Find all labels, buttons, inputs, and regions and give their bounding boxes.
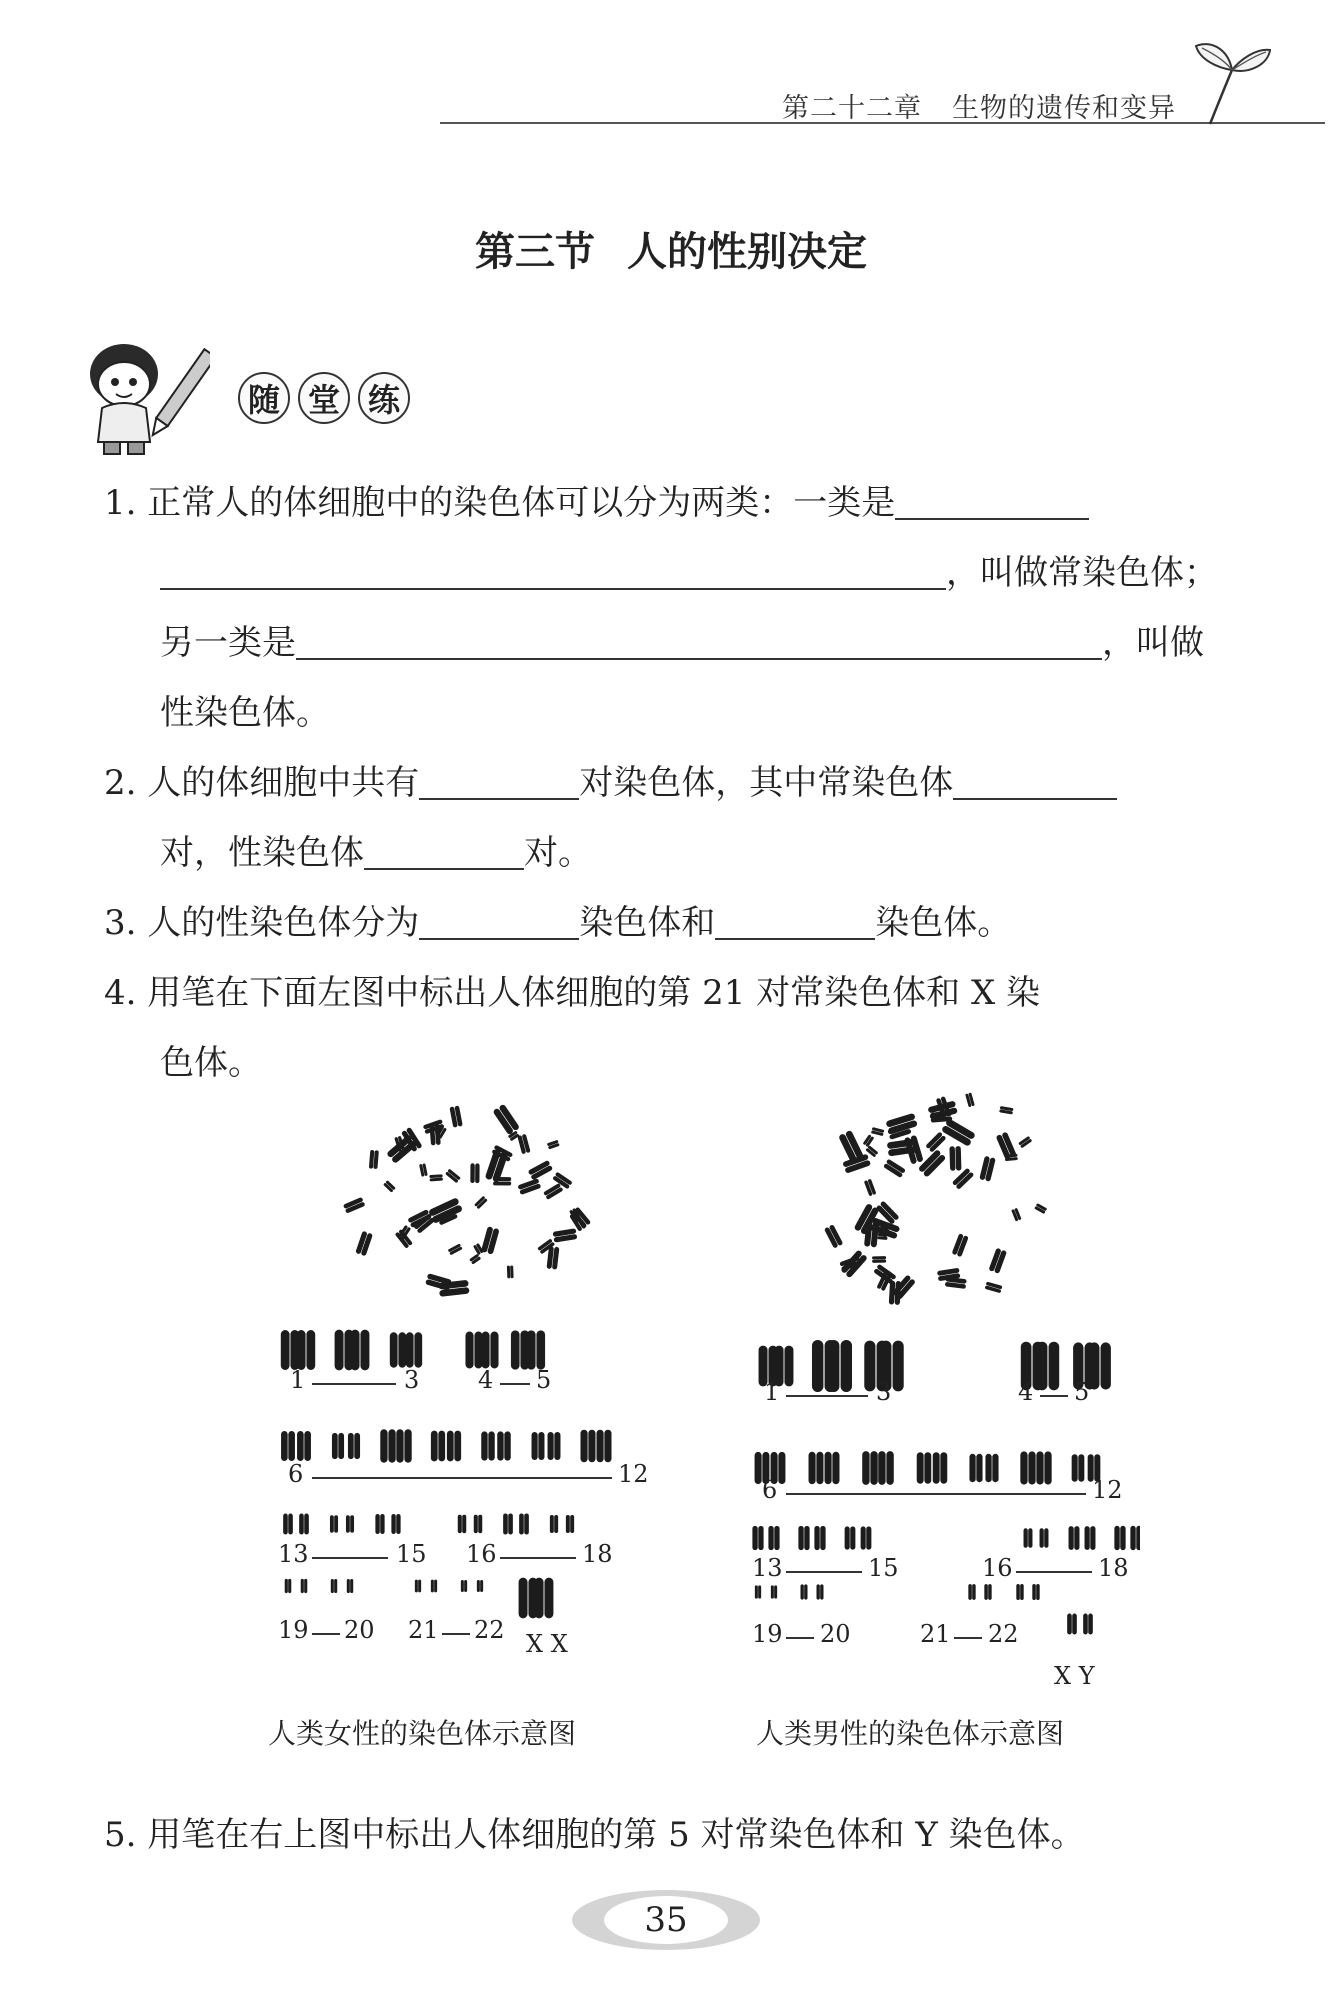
female-sex-label: X X — [526, 1630, 568, 1658]
question-number: 5. — [104, 1815, 137, 1855]
metaphase-chromosome — [553, 1228, 578, 1242]
range-dash — [500, 1557, 576, 1559]
range-dash — [500, 1383, 530, 1385]
metaphase-chromosome — [949, 1146, 961, 1171]
question-text: 用笔在下面左图中标出人体细胞的第 21 对常染色体和 X 染 — [147, 973, 1040, 1013]
female-label-1: 1 — [290, 1366, 306, 1394]
karyotype-chromosome — [1032, 1584, 1039, 1600]
range-dash — [312, 1557, 388, 1559]
banner-char-2: 堂 — [298, 372, 350, 424]
metaphase-chromosome — [445, 1169, 461, 1184]
karyotype-chromosome — [461, 1580, 467, 1592]
metaphase-chromosome — [481, 1226, 500, 1255]
metaphase-chromosome — [925, 1131, 946, 1152]
karyotype-chromosome — [845, 1526, 856, 1549]
question-number: 2. — [104, 763, 137, 803]
male-label-6: 6 — [762, 1476, 778, 1504]
karyotype-chromosome — [297, 1431, 311, 1461]
female-label-6: 6 — [288, 1460, 304, 1488]
question-text: ，叫做 — [1102, 623, 1204, 663]
karyotype-chromosome — [768, 1526, 779, 1550]
metaphase-chromosome — [470, 1163, 479, 1183]
metaphase-chromosome — [528, 1160, 554, 1181]
karyotype-chromosome — [550, 1515, 558, 1533]
karyotype-chromosome — [346, 1515, 354, 1532]
karyotype-chromosome — [814, 1526, 825, 1550]
student-mascot-icon — [80, 338, 210, 458]
metaphase-chromosome — [872, 1256, 886, 1263]
male-label-16: 16 — [982, 1554, 1013, 1582]
karyotype-chromosome — [431, 1431, 445, 1462]
metaphase-chromosome — [871, 1127, 885, 1136]
metaphase-chromosome — [918, 1149, 947, 1178]
metaphase-chromosome — [824, 1224, 843, 1249]
karyotype-chromosome — [825, 1452, 840, 1484]
karyotype-chromosome — [331, 1579, 337, 1593]
question-1-line-1 — [104, 468, 1089, 538]
female-label-12: 12 — [618, 1460, 649, 1488]
karyotype-chromosome — [828, 1340, 852, 1392]
karyotype-chromosome — [969, 1454, 982, 1482]
male-metaphase-spread — [810, 1080, 1070, 1320]
metaphase-chromosome — [883, 1159, 906, 1178]
karyotype-chromosome — [809, 1452, 824, 1484]
karyotype-chromosome — [800, 1584, 807, 1599]
metaphase-chromosome — [383, 1180, 396, 1193]
karyotype-chromosome — [1016, 1584, 1023, 1600]
karyotype-chromosome — [465, 1332, 482, 1369]
karyotype-chromosome — [396, 1429, 411, 1462]
karyotype-chromosome — [481, 1332, 498, 1369]
karyotype-chromosome — [519, 1578, 538, 1619]
female-label-22: 22 — [474, 1616, 505, 1644]
question-text: 另一类是 — [160, 623, 296, 663]
question-2-line-1 — [104, 748, 1117, 818]
question-text: 对，性染色体 — [160, 833, 364, 873]
karyotype-chromosome — [985, 1454, 998, 1482]
metaphase-chromosome — [988, 1248, 1007, 1274]
metaphase-chromosome — [517, 1178, 541, 1195]
range-dash — [954, 1637, 982, 1639]
metaphase-chromosome — [517, 1134, 530, 1155]
karyotype-chromosome — [519, 1513, 529, 1534]
question-number: 1. — [104, 483, 137, 523]
karyotype-chromosome — [1069, 1526, 1080, 1550]
metaphase-chromosome — [448, 1243, 463, 1255]
metaphase-chromosome — [863, 1134, 875, 1147]
karyotype-chromosome — [1114, 1526, 1125, 1550]
karyotype-chromosome — [1020, 1451, 1035, 1484]
karyotype-chromosome — [497, 1431, 510, 1460]
metaphase-chromosome — [369, 1150, 379, 1169]
female-label-4: 4 — [478, 1366, 494, 1394]
female-label-20: 20 — [344, 1616, 375, 1644]
question-text: 染色体。 — [875, 903, 1012, 943]
karyotype-chromosome — [347, 1579, 353, 1593]
karyotype-chromosome — [933, 1452, 948, 1483]
male-label-19: 19 — [752, 1620, 783, 1648]
karyotype-chromosome — [862, 1451, 878, 1485]
karyotype-chromosome — [431, 1580, 437, 1593]
karyotype-chromosome — [481, 1431, 494, 1460]
karyotype-chromosome — [861, 1526, 872, 1549]
banner-char-3: 练 — [358, 372, 410, 424]
karyotype-chromosome — [474, 1515, 483, 1533]
male-label-12: 12 — [1092, 1476, 1123, 1504]
answer-blank[interactable] — [715, 904, 875, 940]
karyotype-chromosome — [281, 1330, 299, 1370]
question-1-line-2 — [160, 538, 1218, 608]
karyotype-chromosome — [406, 1332, 422, 1367]
metaphase-chromosome — [996, 1132, 1017, 1160]
female-label-13: 13 — [278, 1540, 309, 1568]
range-dash — [312, 1477, 612, 1479]
metaphase-chromosome — [469, 1254, 481, 1265]
karyotype-chromosome — [548, 1432, 561, 1460]
karyotype-chromosome — [299, 1514, 309, 1535]
karyotype-chromosome — [447, 1431, 461, 1462]
range-dash — [1016, 1571, 1092, 1573]
karyotype-chromosome — [968, 1584, 975, 1600]
male-label-5: 5 — [1074, 1378, 1090, 1406]
male-label-21: 21 — [920, 1620, 951, 1648]
metaphase-chromosome — [952, 1168, 975, 1190]
metaphase-chromosome — [507, 1265, 514, 1278]
range-dash — [442, 1633, 470, 1635]
karyotype-chromosome — [771, 1585, 777, 1598]
metaphase-chromosome — [492, 1104, 520, 1136]
answer-blank[interactable] — [364, 834, 524, 870]
range-dash — [786, 1571, 862, 1573]
range-dash — [786, 1395, 868, 1397]
karyotype-chromosome — [532, 1432, 545, 1460]
section-topic: 人的性别决定 — [627, 229, 867, 275]
page-number: 35 — [644, 1900, 688, 1940]
karyotype-chromosome — [527, 1330, 545, 1369]
karyotype-chromosome — [297, 1330, 315, 1370]
metaphase-chromosome — [1034, 1203, 1047, 1214]
metaphase-chromosome — [941, 1118, 976, 1147]
range-dash — [312, 1383, 396, 1385]
question-1-line-3 — [160, 608, 1204, 678]
karyotype-chromosome — [1083, 1614, 1093, 1635]
karyotype-chromosome — [281, 1431, 295, 1461]
karyotype-chromosome — [816, 1584, 823, 1599]
metaphase-chromosome — [343, 1197, 366, 1214]
karyotype-chromosome — [301, 1579, 308, 1593]
metaphase-chromosome — [952, 1233, 969, 1257]
karyotype-chromosome — [330, 1515, 338, 1532]
question-text: 对。 — [524, 833, 592, 873]
karyotype-chromosome — [375, 1514, 384, 1534]
karyotype-chromosome — [335, 1330, 354, 1371]
question-1-line-4 — [160, 678, 330, 748]
karyotype-chromosome — [1024, 1528, 1033, 1547]
question-text: 染色体和 — [579, 903, 716, 943]
karyotype-chromosome — [380, 1429, 395, 1462]
chapter-subject: 生物的遗传和变异 — [952, 93, 1176, 124]
female-label-15: 15 — [396, 1540, 427, 1568]
question-number: 3. — [104, 903, 137, 943]
metaphase-chromosome — [474, 1196, 488, 1210]
karyotype-chromosome — [391, 1514, 400, 1534]
karyotype-chromosome — [415, 1580, 421, 1593]
karyotype-chromosome — [984, 1584, 991, 1600]
metaphase-chromosome — [547, 1140, 560, 1150]
metaphase-chromosome — [546, 1246, 559, 1270]
question-text: ，叫做常染色体； — [946, 553, 1218, 593]
karyotype-chromosome — [755, 1585, 761, 1598]
question-text: 人的体细胞中共有 — [147, 763, 420, 803]
question-text: 用笔在右上图中标出人体细胞的第 5 对常染色体和 Y 染色体。 — [147, 1815, 1085, 1855]
karyotype-chromosome — [1072, 1454, 1085, 1481]
banner-char-1: 随 — [238, 372, 290, 424]
metaphase-chromosome — [999, 1106, 1013, 1115]
answer-blank[interactable] — [895, 484, 1089, 520]
karyotype-chromosome — [1089, 1342, 1111, 1389]
question-number: 4. — [104, 973, 137, 1013]
female-label-3: 3 — [404, 1366, 420, 1394]
karyotype-chromosome — [351, 1330, 370, 1371]
male-figure-caption: 人类男性的染色体示意图 — [756, 1717, 1065, 1750]
karyotype-chromosome — [878, 1451, 894, 1485]
section-number: 第三节 — [475, 229, 595, 275]
karyotype-chromosome — [1036, 1451, 1051, 1484]
metaphase-chromosome — [355, 1231, 373, 1257]
karyotype-chromosome — [477, 1580, 483, 1592]
karyotype-chromosome — [285, 1579, 292, 1593]
karyotype-chromosome — [511, 1330, 529, 1369]
question-text: 对染色体，其中常染色体 — [579, 763, 954, 803]
question-text: 正常人的体细胞中的染色体可以分为两类：一类是 — [147, 483, 896, 523]
female-karyotype-chromosomes — [270, 1300, 670, 1640]
male-karyotype-chromosomes — [740, 1310, 1140, 1650]
chapter-label: 第二十二章 — [782, 93, 922, 124]
answer-blank[interactable] — [419, 764, 579, 800]
metaphase-chromosome — [979, 1156, 996, 1182]
karyotype-chromosome — [917, 1452, 932, 1483]
female-label-5: 5 — [536, 1366, 552, 1394]
metaphase-chromosome — [1018, 1136, 1032, 1148]
question-3 — [104, 888, 1011, 958]
metaphase-chromosome — [1011, 1208, 1021, 1222]
leaf-sprout-icon — [1188, 34, 1274, 130]
answer-blank[interactable] — [419, 904, 579, 940]
male-label-18: 18 — [1098, 1554, 1129, 1582]
male-label-4: 4 — [1018, 1378, 1034, 1406]
answer-blank[interactable] — [160, 554, 946, 590]
karyotype-chromosome — [535, 1578, 554, 1619]
metaphase-chromosome — [864, 1179, 877, 1197]
metaphase-chromosome — [965, 1092, 975, 1107]
male-label-1: 1 — [764, 1378, 780, 1406]
range-dash — [786, 1493, 1086, 1495]
range-dash — [312, 1633, 340, 1635]
karyotype-chromosome — [1040, 1528, 1049, 1547]
karyotype-chromosome — [390, 1332, 406, 1367]
question-2-line-2 — [160, 818, 592, 888]
karyotype-chromosome — [332, 1433, 344, 1459]
male-label-15: 15 — [868, 1554, 899, 1582]
male-sex-label: X Y — [1054, 1662, 1095, 1690]
metaphase-chromosome — [985, 1281, 1003, 1293]
question-5 — [104, 1800, 1085, 1870]
karyotype-chromosome — [458, 1515, 467, 1533]
metaphase-chromosome — [449, 1105, 462, 1127]
karyotype-chromosome — [1037, 1342, 1059, 1391]
karyotype-chromosome — [283, 1514, 293, 1535]
question-text: 人的性染色体分为 — [147, 903, 420, 943]
female-figure-caption: 人类女性的染色体示意图 — [268, 1717, 577, 1750]
section-title — [0, 220, 1342, 277]
question-text: 色体。 — [160, 1043, 262, 1083]
male-label-3: 3 — [876, 1378, 892, 1406]
metaphase-chromosome — [419, 1163, 428, 1177]
karyotype-chromosome — [580, 1430, 595, 1463]
male-label-22: 22 — [988, 1620, 1019, 1648]
karyotype-chromosome — [1085, 1526, 1096, 1550]
karyotype-chromosome — [1130, 1526, 1140, 1550]
karyotype-chromosome — [798, 1526, 809, 1550]
metaphase-chromosome — [543, 1183, 563, 1200]
karyotype-chromosome — [752, 1526, 763, 1550]
karyotype-chromosome — [503, 1513, 513, 1534]
karyotype-chromosome — [566, 1515, 574, 1533]
question-4-line-2 — [160, 1028, 262, 1098]
metaphase-chromosome — [429, 1174, 443, 1181]
answer-blank[interactable] — [296, 624, 1102, 660]
male-label-20: 20 — [820, 1620, 851, 1648]
karyotype-chromosome — [1067, 1614, 1077, 1635]
female-label-16: 16 — [466, 1540, 497, 1568]
range-dash — [1040, 1395, 1068, 1397]
female-metaphase-spread — [330, 1100, 600, 1300]
question-text: 性染色体。 — [160, 693, 330, 733]
answer-blank[interactable] — [953, 764, 1117, 800]
karyotype-chromosome — [348, 1433, 360, 1459]
running-header — [782, 86, 1176, 125]
range-dash — [786, 1637, 814, 1639]
question-4-line-1 — [104, 958, 1040, 1028]
metaphase-chromosome — [838, 1130, 864, 1164]
female-label-19: 19 — [278, 1616, 309, 1644]
female-label-18: 18 — [582, 1540, 613, 1568]
male-label-13: 13 — [752, 1554, 783, 1582]
female-label-21: 21 — [408, 1616, 439, 1644]
karyotype-chromosome — [596, 1430, 611, 1463]
